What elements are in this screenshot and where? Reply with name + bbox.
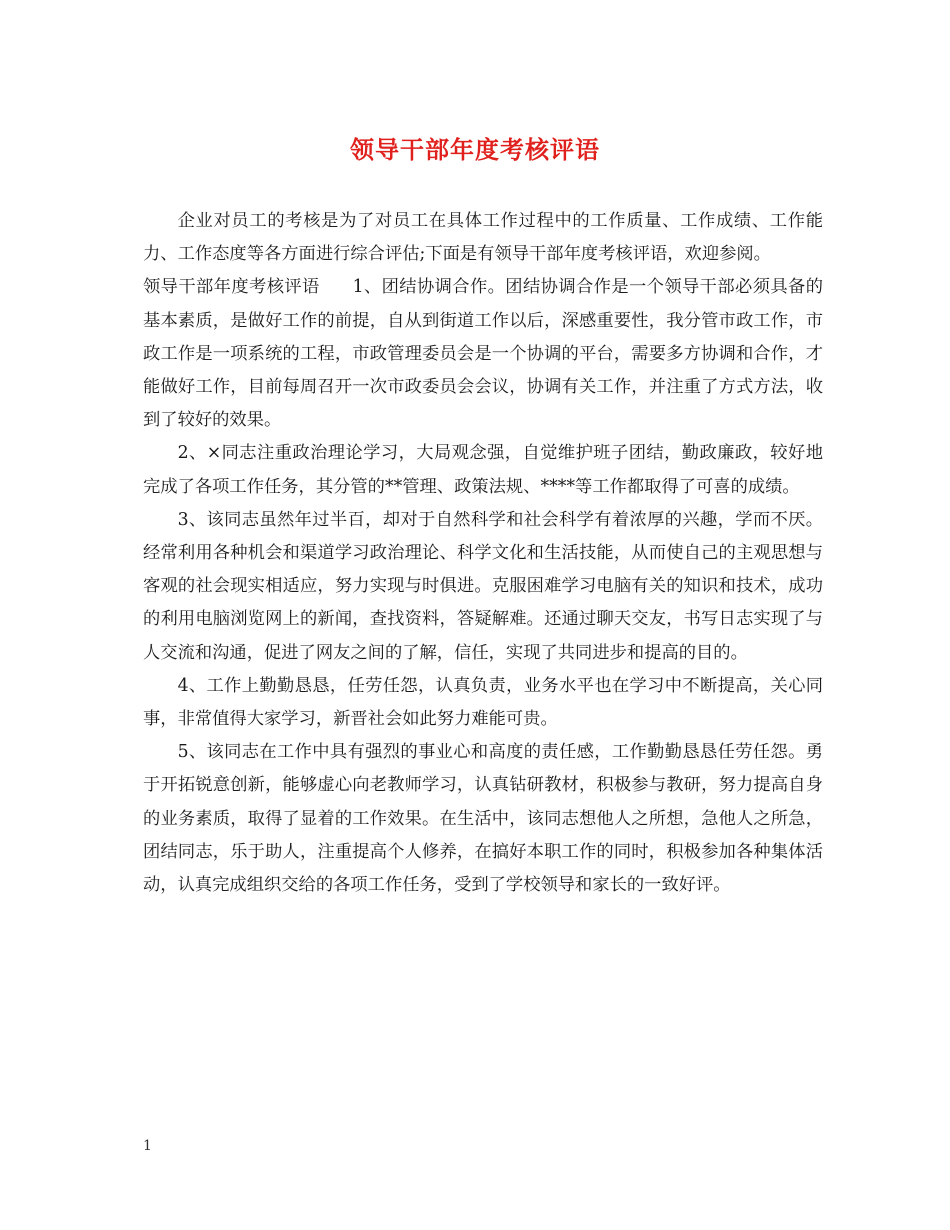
item-1-paragraph [143,271,823,437]
intro-paragraph: 企业对员工的考核是为了对员工在具体工作过程中的工作质量、工作成绩、工作能力、工作态度等各方面进行综合评估;下面是有领导干部年度考核评语，欢迎参阅。 [143,211,823,265]
document-title: 领导干部年度考核评语 [350,135,600,164]
item-2-paragraph: 2、×同志注重政治理论学习，大局观念强，自觉维护班子团结，勤政廉政，较好地完成了各项工作任务，其分管的**管理、政策法规、****等工作都取得了可喜的成绩。 [143,443,823,497]
page-number: 1 [143,1138,152,1154]
item-3-paragraph: 3、该同志虽然年过半百，却对于自然科学和社会科学有着浓厚的兴趣，学而不厌。经常利用各种机会和渠道学习政治理论、科学文化和生活技能，从而使自己的主观思想与客观的社会现实相适应，努力实现与时俱进。克服困难学习电脑有关的知识和技术，成功的利用电脑浏览网上的新闻，查找资料，答疑解难。还通过聊天交友，书写日志实现了与人交流和沟通，促进了网友之间的了解，信任，实现了共同进步和提高的目的。 [143,509,823,663]
item-4-paragraph: 4、工作上勤勤恳恳，任劳任怨，认真负责，业务水平也在学习中不断提高，关心同事，非常值得大家学习，新晋社会如此努力难能可贵。 [143,675,823,730]
document-body [143,205,823,902]
section-label: 领导干部年度考核评语 [143,277,320,298]
item-5-paragraph: 5、该同志在工作中具有强烈的事业心和高度的责任感，工作勤勤恳恳任劳任怨。勇于开拓锐意创新，能够虚心向老教师学习，认真钻研教材，积极参与教研，努力提高自身的业务素质，取得了显着的工作效果。在生活中，该同志想他人之所想，急他人之所急，团结同志，乐于助人，注重提高个人修养，在搞好本职工作的同时，积极参加各种集体活动，认真完成组织交给的各项工作任务，受到了学校领导和家长的一致好评。 [143,742,823,896]
item-1-text: 1、团结协调合作。团结协调合作是一个领导干部必须具备的基本素质，是做好工作的前提，自从到街道工作以后，深感重要性，我分管市政工作，市政工作是一项系统的工程，市政管理委员会是一个协调的平台，需要多方协调和合作，才能做好工作，目前每周召开一次市政委员会会议，协调有关工作，并注重了方式方法，收到了较好的效果。 [143,277,823,431]
